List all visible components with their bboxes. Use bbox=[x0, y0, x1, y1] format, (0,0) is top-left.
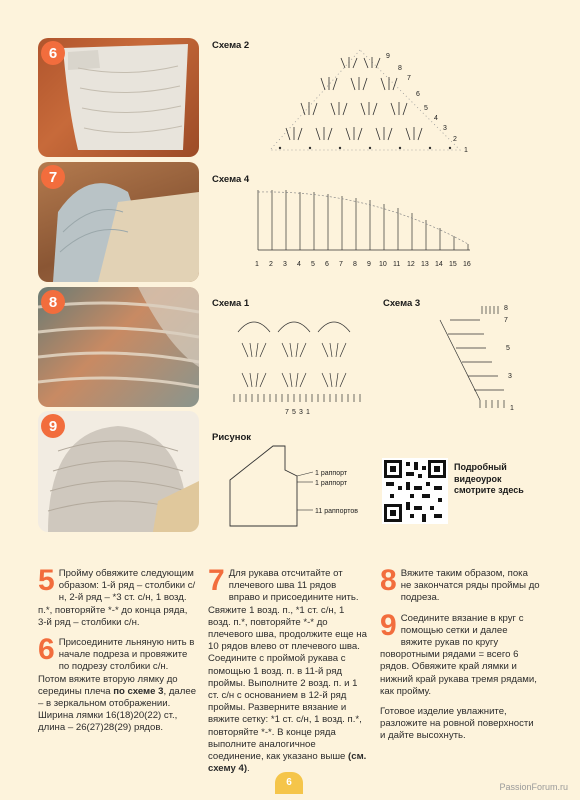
step-badge: 6 bbox=[41, 41, 65, 65]
step-6 bbox=[38, 633, 198, 735]
page-number: 6 bbox=[275, 772, 303, 794]
scheme-4-col-label: 7 bbox=[339, 261, 343, 268]
text-column-2 bbox=[208, 564, 368, 783]
scheme-4-col-label: 5 bbox=[311, 261, 315, 268]
scheme-4-diagram bbox=[250, 180, 480, 280]
scheme-4-col-label: 4 bbox=[297, 261, 301, 268]
step-text: Присоедините льняную нить в начале подреза и провяжите по подрезу столбики с/н. Потом вяжите вторую лямку до середины плеча bbox=[38, 637, 195, 697]
drawing-title: Рисунок bbox=[212, 432, 252, 443]
scheme-2-row-label: 9 bbox=[386, 53, 390, 60]
scheme-2-title: Схема 2 bbox=[212, 40, 250, 51]
step-number: 5 bbox=[38, 564, 55, 597]
step-text: Пройму обвяжите следующим образом: 1-й ряд – столбики с/н, 2-й ряд – *3 ст. с/н, 1 возд. п.*, повторяйте *-* до конца ряда, 3-й ряд – столбики с/н. bbox=[38, 568, 196, 628]
step-text-bold: по схеме 3 bbox=[113, 685, 164, 697]
scheme-3-diagram bbox=[420, 300, 520, 418]
scheme-2-row-label: 3 bbox=[443, 125, 447, 132]
scheme-2-row-label: 6 bbox=[416, 91, 420, 98]
scheme-1-row-label: 1 bbox=[306, 409, 310, 416]
scheme-1-row-label: 3 bbox=[299, 409, 303, 416]
video-tutorial-note: Подробный видеоурок смотрите здесь bbox=[454, 462, 524, 495]
step-text: , далее – в зеркальном отображении. Ширина лямки 16(18)20(22) ст., длина – 26(27)28(29) рядов. bbox=[38, 685, 197, 734]
scheme-4-col-label: 3 bbox=[283, 261, 287, 268]
step-text: . bbox=[247, 763, 250, 775]
scheme-4-col-label: 1 bbox=[255, 261, 259, 268]
scheme-4-col-label: 15 bbox=[449, 261, 457, 268]
scheme-4-col-label: 2 bbox=[269, 261, 273, 268]
photo-step-7 bbox=[38, 162, 199, 282]
scheme-3-row-label: 7 bbox=[504, 317, 508, 324]
step-8 bbox=[380, 564, 540, 605]
scheme-2-row-label: 4 bbox=[434, 115, 438, 122]
drawing-label: 11 раппортов bbox=[315, 508, 358, 515]
final-note bbox=[380, 706, 540, 743]
step-number: 7 bbox=[208, 564, 225, 597]
scheme-3-row-label: 3 bbox=[508, 373, 512, 380]
scheme-4-col-label: 12 bbox=[407, 261, 415, 268]
step-badge: 7 bbox=[41, 165, 65, 189]
scheme-4-col-label: 8 bbox=[353, 261, 357, 268]
scheme-2-diagram bbox=[250, 40, 480, 160]
scheme-1-row-label: 5 bbox=[292, 409, 296, 416]
scheme-4-title: Схема 4 bbox=[212, 174, 250, 185]
scheme-4-col-label: 16 bbox=[463, 261, 471, 268]
step-9 bbox=[380, 608, 540, 698]
step-text: Вяжите таким образом, пока не закончатся ряды проймы до подреза. bbox=[400, 568, 540, 604]
scheme-1-row-label: 7 bbox=[285, 409, 289, 416]
text-column-1 bbox=[38, 564, 198, 743]
scheme-2-row-label: 8 bbox=[398, 65, 402, 72]
scheme-1-diagram bbox=[228, 312, 373, 417]
step-number: 8 bbox=[380, 564, 397, 597]
scheme-3-row-label: 1 bbox=[510, 405, 514, 412]
step-text-bold: (см. схему 4) bbox=[208, 751, 367, 775]
scheme-2-row-label: 7 bbox=[407, 75, 411, 82]
step-text: Готовое изделие увлажните, разложите на ровной поверхности и дайте высохнуть. bbox=[380, 706, 534, 742]
step-text: Для рукава отсчитайте от плечевого шва 11 рядов вправо и присоедините нить. Свяжите 1 возд. п., *1 ст. с/н, 1 возд. п.*, повторяйте *-* до плечевого шва, продолжите еще на 10 рядов влево от плечевого шва. Соедините с проймой рукава с помощью 1 возд. п. в 11-й ряд проймы. Выполните 2 возд. п. и 1 ст. с/н с основанием в 12-й ряд проймы. Разверните вязание и вяжите сетку: *1 ст. с/н, 1 возд. п.*, повторяйте *-*. В конце ряда выполните аналогичное соединение, как указано выше bbox=[208, 568, 367, 763]
scheme-4-col-label: 14 bbox=[435, 261, 443, 268]
scheme-4-col-label: 11 bbox=[393, 261, 401, 268]
photo-step-6 bbox=[38, 38, 199, 157]
scheme-4-col-label: 13 bbox=[421, 261, 429, 268]
scheme-4-col-label: 10 bbox=[379, 261, 387, 268]
scheme-3-row-label: 8 bbox=[504, 305, 508, 312]
watermark: PassionForum.ru bbox=[499, 782, 568, 792]
scheme-2-row-label: 5 bbox=[424, 105, 428, 112]
step-number: 9 bbox=[380, 608, 397, 642]
drawing-label: 1 раппорт bbox=[315, 470, 348, 477]
step-5 bbox=[38, 564, 198, 629]
qr-code[interactable] bbox=[382, 458, 448, 524]
scheme-3-title: Схема 3 bbox=[383, 298, 421, 309]
step-badge: 9 bbox=[41, 414, 65, 438]
scheme-1-title: Схема 1 bbox=[212, 298, 250, 309]
scheme-4-col-label: 6 bbox=[325, 261, 329, 268]
step-text: Соедините вязание в круг с помощью сетки и далее вяжите рукав по кругу поворотными рядами = всего 6 рядов. Обвяжите край лямки и нижний край рукава тремя рядами, как пройму. bbox=[380, 612, 537, 697]
step-badge: 8 bbox=[41, 290, 65, 314]
scheme-4-col-label: 9 bbox=[367, 261, 371, 268]
photo-step-8 bbox=[38, 287, 199, 407]
step-number: 6 bbox=[38, 633, 55, 667]
scheme-3-row-label: 5 bbox=[506, 345, 510, 352]
photo-step-9 bbox=[38, 411, 199, 532]
scheme-2-row-label: 1 bbox=[464, 147, 468, 154]
drawing-schematic bbox=[225, 438, 385, 530]
text-column-3 bbox=[380, 564, 540, 751]
drawing-label: 1 раппорт bbox=[315, 480, 348, 487]
scheme-2-row-label: 2 bbox=[453, 136, 457, 143]
step-7 bbox=[208, 564, 368, 775]
